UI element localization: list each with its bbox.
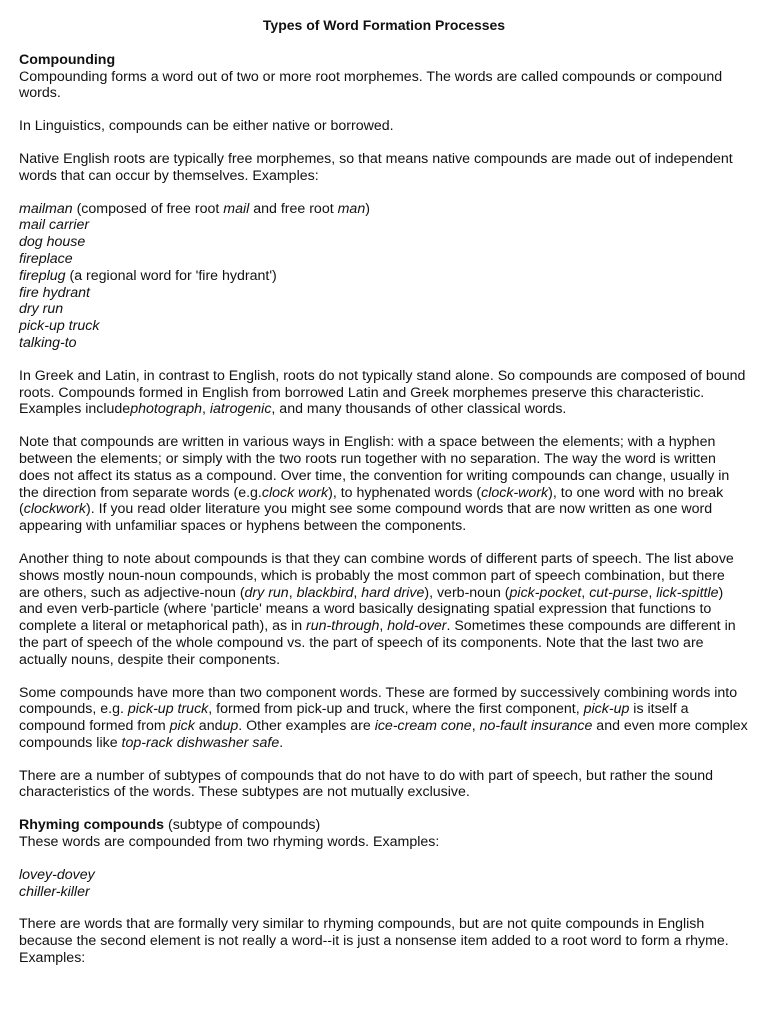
native-roots-paragraph: [19, 151, 749, 185]
paragraph-italic-run: hard drive: [361, 584, 425, 601]
paragraph-italic-run: photograph: [130, 401, 202, 418]
paragraph-italic-run: iatrogenic: [209, 401, 272, 418]
written-ways-paragraph: [19, 434, 749, 535]
paragraph-text-run: and: [194, 718, 223, 735]
section-heading-compounding: Compounding: [19, 51, 116, 68]
paragraph-text-run: In Linguistics, compounds can be either native or borrowed.: [19, 118, 394, 135]
example-italic-run: chiller-killer: [19, 883, 90, 900]
paragraph-italic-run: top-rack dishwasher safe: [121, 734, 280, 751]
rhyming-examples-list: [19, 867, 749, 901]
example-italic-run: mail carrier: [19, 217, 90, 234]
paragraph-italic-run: pick-up truck: [127, 701, 209, 718]
paragraph-text-run: and even more complex compounds like: [19, 718, 748, 751]
example-italic-run: fire hydrant: [19, 284, 90, 301]
paragraph-text-run: .: [279, 734, 284, 751]
example-italic-run: man: [337, 200, 366, 217]
paragraph-text-run: Note that compounds are written in various ways in English: with a space between the elements; with a hyphen between the elements; or simply with the two roots run together with no separation. The way the word is written does not affect its status as a compound. Over time, the convention for writing compounds can change, usually in the direction from separate words (e.g.: [19, 434, 730, 501]
example-text-run: (composed of free root: [72, 200, 224, 217]
example-item: [19, 251, 749, 268]
paragraph-text-run: These words are compounded from two rhyming words. Examples:: [19, 834, 440, 851]
paragraph-text-run: , formed from pick-up and truck, where the first component,: [208, 701, 584, 718]
example-item: [19, 201, 749, 218]
example-item: [19, 335, 749, 352]
example-item: [19, 884, 749, 901]
example-item: [19, 318, 749, 335]
paragraph-italic-run: hold-over: [387, 618, 447, 635]
paragraph-text-run: Native English roots are typically free morphemes, so that means native compounds are made out of independent words that can occur by themselves. Examples:: [19, 150, 733, 184]
paragraph-italic-run: blackbird: [296, 584, 354, 601]
example-item: [19, 285, 749, 302]
example-italic-run: mailman: [19, 200, 73, 217]
example-text-run: and free root: [249, 200, 338, 217]
paragraph-italic-run: pick: [169, 718, 195, 735]
paragraph-text-run: There are a number of subtypes of compounds that do not have to do with part of speech, but rather the sound characteristics of the words. These subtypes are not mutually exclusive.: [19, 767, 714, 801]
example-italic-run: lovey-dovey: [19, 866, 95, 883]
example-italic-run: talking-to: [19, 334, 77, 351]
paragraph-italic-run: cut-purse: [589, 584, 649, 601]
example-italic-run: pick-up truck: [19, 318, 100, 335]
example-item: [19, 301, 749, 318]
example-italic-run: dog house: [19, 234, 86, 251]
paragraph-text-run: ), to one word with no break (: [19, 484, 724, 518]
paragraph-italic-run: clock work: [261, 484, 329, 501]
paragraph-text-run: ,: [648, 584, 657, 601]
greek-latin-paragraph: [19, 368, 749, 418]
example-text-run: ): [365, 200, 370, 217]
paragraph-text-run: ), to hyphenated words (: [328, 484, 482, 501]
paragraph-italic-run: pick-pocket: [509, 584, 582, 601]
example-item: [19, 867, 749, 884]
compounding-intro-paragraph: [19, 69, 749, 103]
paragraph-italic-run: clockwork: [23, 501, 87, 518]
example-text-run: (a regional word for 'fire hydrant'): [65, 267, 277, 284]
nonsense-note-paragraph: [19, 916, 749, 966]
paragraph-text-run: is itself a compound formed from: [19, 701, 689, 735]
paragraph-italic-run: lick-spittle: [656, 584, 719, 601]
paragraph-italic-run: dry run: [244, 584, 289, 601]
example-item: [19, 234, 749, 251]
paragraph-text-run: ,: [379, 618, 388, 635]
paragraph-text-run: ,: [471, 718, 480, 735]
example-item: [19, 268, 749, 285]
paragraph-text-run: ,: [581, 584, 590, 601]
example-italic-run: mail: [223, 200, 250, 217]
compound-examples-list: [19, 201, 749, 352]
native-or-borrowed-paragraph: [19, 118, 749, 135]
rhyming-heading-label: Rhyming compounds: [19, 817, 165, 834]
paragraph-text-run: . Sometimes these compounds are different in the part of speech of the whole compound vs. the part of speech of its components. Note that the last two are actually nouns, despite their components.: [19, 618, 736, 668]
paragraph-text-run: Another thing to note about compounds is that they can combine words of different parts of speech. The list above shows mostly noun-noun compounds, which is probably the most common part of speech combination, but there are others, such as adjective-noun (: [19, 550, 734, 601]
document-page: [19, 17, 749, 983]
paragraph-text-run: ,: [353, 584, 362, 601]
paragraph-text-run: There are words that are formally very similar to rhyming compounds, but are not quite compounds in English because the second element is not really a word--it is just a nonsense item added to a root word to form a rhyme. Examples:: [19, 916, 729, 967]
paragraph-text-run: , and many thousands of other classical words.: [271, 401, 567, 418]
example-italic-run: fireplug: [19, 267, 66, 284]
paragraph-text-run: . Other examples are: [238, 718, 375, 735]
paragraph-italic-run: pick-up: [583, 701, 630, 718]
rhyming-intro-paragraph: [19, 834, 749, 851]
paragraph-italic-run: no-fault insurance: [479, 718, 593, 735]
paragraph-italic-run: clock-work: [481, 484, 549, 501]
example-italic-run: fireplace: [19, 250, 73, 267]
parts-of-speech-paragraph: [19, 551, 749, 669]
example-item: [19, 217, 749, 234]
paragraph-italic-run: ice-cream cone: [374, 718, 472, 735]
paragraph-italic-run: up: [222, 718, 239, 735]
section-heading-rhyming-compounds: [19, 817, 749, 834]
example-italic-run: dry run: [19, 301, 64, 318]
paragraph-text-run: ). If you read older literature you might see some compound words that are now written as one word appearing with unfamiliar spaces or hyphens between the components.: [19, 501, 713, 535]
rhyming-heading-note: (subtype of compounds): [164, 817, 321, 834]
paragraph-italic-run: run-through: [306, 618, 380, 635]
paragraph-text-run: ,: [202, 401, 210, 418]
subtypes-paragraph: [19, 768, 749, 802]
paragraph-text-run: ), verb-noun (: [424, 584, 510, 601]
document-title: Types of Word Formation Processes: [262, 17, 506, 33]
paragraph-text-run: Compounding forms a word out of two or more root morphemes. The words are called compounds or compound words.: [19, 68, 723, 102]
paragraph-text-run: Some compounds have more than two component words. These are formed by successively combining words into compounds, e.g.: [19, 684, 738, 718]
paragraph-text-run: In Greek and Latin, in contrast to English, roots do not typically stand alone. So compounds are composed of bound roots. Compounds formed in English from borrowed Latin and Greek morphemes preserve this characteristic. Examples include: [19, 367, 746, 418]
more-than-two-paragraph: [19, 685, 749, 752]
paragraph-text-run: ) and even verb-particle (where 'particle' means a word basically designating spatial expression that functions to complete a literal or metaphorical path), as in: [19, 584, 724, 635]
paragraph-text-run: ,: [288, 584, 297, 601]
